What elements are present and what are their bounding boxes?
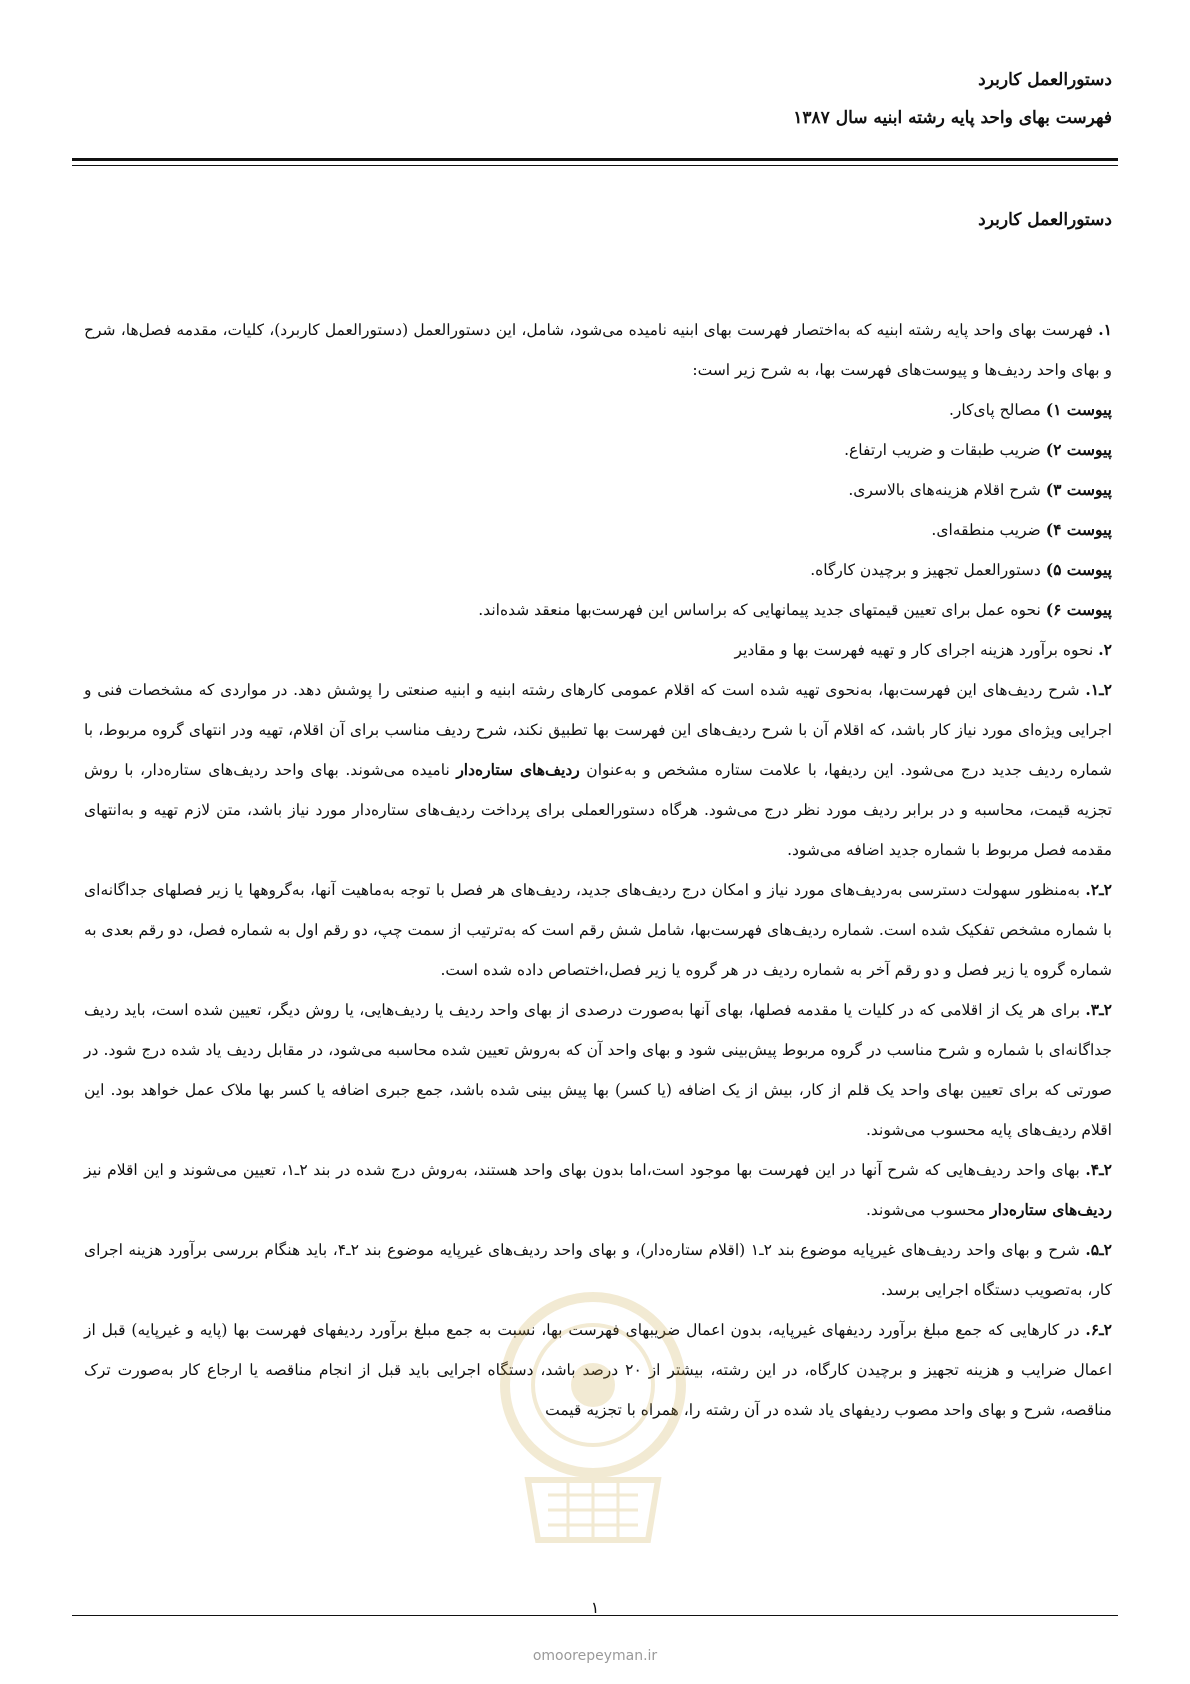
header-title: دستورالعمل کاربرد bbox=[978, 70, 1112, 90]
paragraph-2-2 bbox=[84, 870, 1112, 990]
item-number: ۲ـ۶. bbox=[1085, 1320, 1112, 1339]
paragraph-text: نحوه برآورد هزینه اجرای کار و تهیه فهرست بها و مقادیر bbox=[734, 641, 1099, 659]
appendix-label: پیوست ۴) bbox=[1045, 520, 1112, 539]
appendix-5 bbox=[84, 550, 1112, 590]
item-number: ۲ـ۲. bbox=[1085, 880, 1112, 899]
paragraph-text: به‌منظور سهولت دسترسی به‌ردیف‌های مورد نیاز و امکان درج ردیف‌های جدید، ردیف‌های هر فصل با توجه به‌ماهیت آنها، به‌گروهها یا زیر فصلهای جداگانه‌ای با شماره مشخص تفکیک شده است. شماره ردیف‌های فهرست‌بها، شامل شش رقم است که به‌ترتیب از سمت چپ، دو رقم اول به شماره فصل، دو رقم بعدی به شماره گروه یا زیر فصل و دو رقم آخر به شماره ردیف در هر گروه یا زیر فصل،اختصاص داده شده است. bbox=[84, 881, 1112, 979]
document-body bbox=[84, 310, 1112, 1430]
paragraph-2-3 bbox=[84, 990, 1112, 1150]
appendix-text: ضریب منطقه‌ای. bbox=[931, 521, 1046, 539]
item-number: ۲ـ۴. bbox=[1085, 1160, 1112, 1179]
paragraph-2-4 bbox=[84, 1150, 1112, 1230]
paragraph-text: بهای واحد ردیف‌هایی که شرح آنها در این فهرست بها موجود است،اما بدون بهای واحد هستند، به‌روش درج شده در بند ۲ـ۱، تعیین می‌شوند و این اقلام نیز bbox=[84, 1161, 1086, 1179]
appendix-1 bbox=[84, 390, 1112, 430]
appendix-2 bbox=[84, 430, 1112, 470]
paragraph-text: شرح و بهای واحد ردیف‌های غیرپایه موضوع بند ۲ـ۱ (اقلام ستاره‌دار)، و بهای واحد ردیف‌های غیرپایه موضوع بند ۲ـ۴، باید هنگام بررسی برآورد هزینه اجرای کار، به‌تصویب دستگاه اجرایی برسد. bbox=[84, 1241, 1112, 1299]
item-number: ۱. bbox=[1098, 320, 1112, 339]
paragraph-text: نامیده می‌شوند. بهای واحد ردیف‌های ستاره‌دار، با روش تجزیه قیمت، محاسبه و در برابر ردیف مورد نظر درج می‌شود. هرگاه دستورالعملی برای پرداخت ردیف‌های ستاره‌دار مورد نیاز باشد، متن لازم تهیه و به‌انتهای مقدمه فصل مربوط با شماره جدید اضافه می‌شود. bbox=[84, 761, 1112, 859]
header-rule-thick bbox=[72, 158, 1118, 161]
header-subtitle: فهرست بهای واحد پایه رشته ابنیه سال ۱۳۸۷ bbox=[793, 108, 1112, 128]
appendix-4 bbox=[84, 510, 1112, 550]
appendix-label: پیوست ۱) bbox=[1045, 400, 1112, 419]
watermark-seal-icon bbox=[488, 1290, 698, 1550]
paragraph-text: در کارهایی که جمع مبلغ برآورد ردیفهای غیرپایه، بدون اعمال ضریبهای فهرست بها، نسبت به جمع مبلغ برآورد ردیفهای فهرست بها (پایه و غیرپایه) قبل از اعمال ضرایب و هزینه تجهیز و برچیدن کارگاه، در این رشته، بیشتر از ۲۰ درصد باشد، دستگاه اجرایی باید قبل از انجام مناقصه یا ارجاع کار به‌صورت ترک مناقصه، شرح و بهای واحد مصوب ردیفهای یاد شده در آن رشته را، همراه با تجزیه قیمت bbox=[84, 1321, 1112, 1419]
appendix-label: پیوست ۳) bbox=[1045, 480, 1112, 499]
appendix-text: مصالح پای‌کار. bbox=[948, 401, 1046, 419]
appendix-3 bbox=[84, 470, 1112, 510]
paragraph-text: فهرست بهای واحد پایه رشته ابنیه که به‌اختصار فهرست بهای ابنیه نامیده می‌شود، شامل، این دستورالعمل (دستورالعمل کاربرد)، کلیات، مقدمه فصل‌ها، شرح و بهای واحد ردیف‌ها و پیوست‌های فهرست بها، به شرح زیر است: bbox=[84, 321, 1112, 379]
website-watermark: omoorepeyman.ir bbox=[532, 1648, 658, 1664]
bold-term: ردیف‌های ستاره‌دار bbox=[456, 760, 580, 779]
appendix-text: ضریب طبقات و ضریب ارتفاع. bbox=[844, 441, 1046, 459]
appendix-text: شرح اقلام هزینه‌های بالاسری. bbox=[848, 481, 1046, 499]
header-rule-thin bbox=[72, 165, 1118, 166]
item-number: ۲. bbox=[1098, 640, 1112, 659]
appendix-6 bbox=[84, 590, 1112, 630]
paragraph-1 bbox=[84, 310, 1112, 390]
appendix-text: دستورالعمل تجهیز و برچیدن کارگاه. bbox=[810, 561, 1046, 579]
appendix-text: نحوه عمل برای تعیین قیمتهای جدید پیمانهایی که براساس این فهرست‌بها منعقد شده‌اند. bbox=[478, 601, 1046, 619]
appendix-label: پیوست ۲) bbox=[1045, 440, 1112, 459]
item-number: ۲ـ۳. bbox=[1085, 1000, 1112, 1019]
appendix-label: پیوست ۵) bbox=[1045, 560, 1112, 579]
item-number: ۲ـ۵. bbox=[1085, 1240, 1112, 1259]
paragraph-text: شرح ردیف‌های این فهرست‌بها، به‌نحوی تهیه شده است که اقلام عمومی کارهای رشته ابنیه و ابنیه صنعتی را پوشش دهد. در مواردی که مشخصات فنی و اجرایی ویژه‌ای مورد نیاز کار باشد، که اقلام آن با شرح ردیف‌های این فهرست بها تطبیق نکند، شرح ردیف مناسب برای آن اقلام، تهیه ودر انتهای گروه مربوط، با شماره ردیف جدید درج می‌شود. این ردیفها، با علامت ستاره مشخص و به‌عنوان bbox=[84, 681, 1113, 779]
appendix-label: پیوست ۶) bbox=[1045, 600, 1112, 619]
page-number: ۱ bbox=[590, 1598, 600, 1617]
item-number: ۲ـ۱. bbox=[1085, 680, 1112, 699]
paragraph-text: محسوب می‌شوند. bbox=[865, 1201, 991, 1219]
paragraph-2 bbox=[84, 630, 1112, 670]
paragraph-2-1 bbox=[84, 670, 1112, 870]
section-title: دستورالعمل کاربرد bbox=[978, 210, 1112, 230]
paragraph-text: برای هر یک از اقلامی که در کلیات یا مقدمه فصلها، بهای آنها به‌صورت درصدی از بهای واحد ردیف یا ردیف‌هایی، یا روش دیگر، تعیین شده است، باید ردیف جداگانه‌ای با شماره و شرح مناسب در گروه مربوط پیش‌بینی شود و بهای واحد آن که به‌روش تعیین شده محاسبه می‌شود، در مقابل ردیف یاد شده درج شود. در صورتی که برای تعیین بهای واحد یک قلم از کار، بیش از یک اضافه (یا کسر) بها پیش بینی شده باشد، جمع جبری اضافه یا کسر بها ملاک عمل خواهد بود. این اقلام ردیف‌های پایه محسوب می‌شوند. bbox=[84, 1001, 1112, 1139]
bold-term: ردیف‌های ستاره‌دار bbox=[990, 1200, 1112, 1219]
